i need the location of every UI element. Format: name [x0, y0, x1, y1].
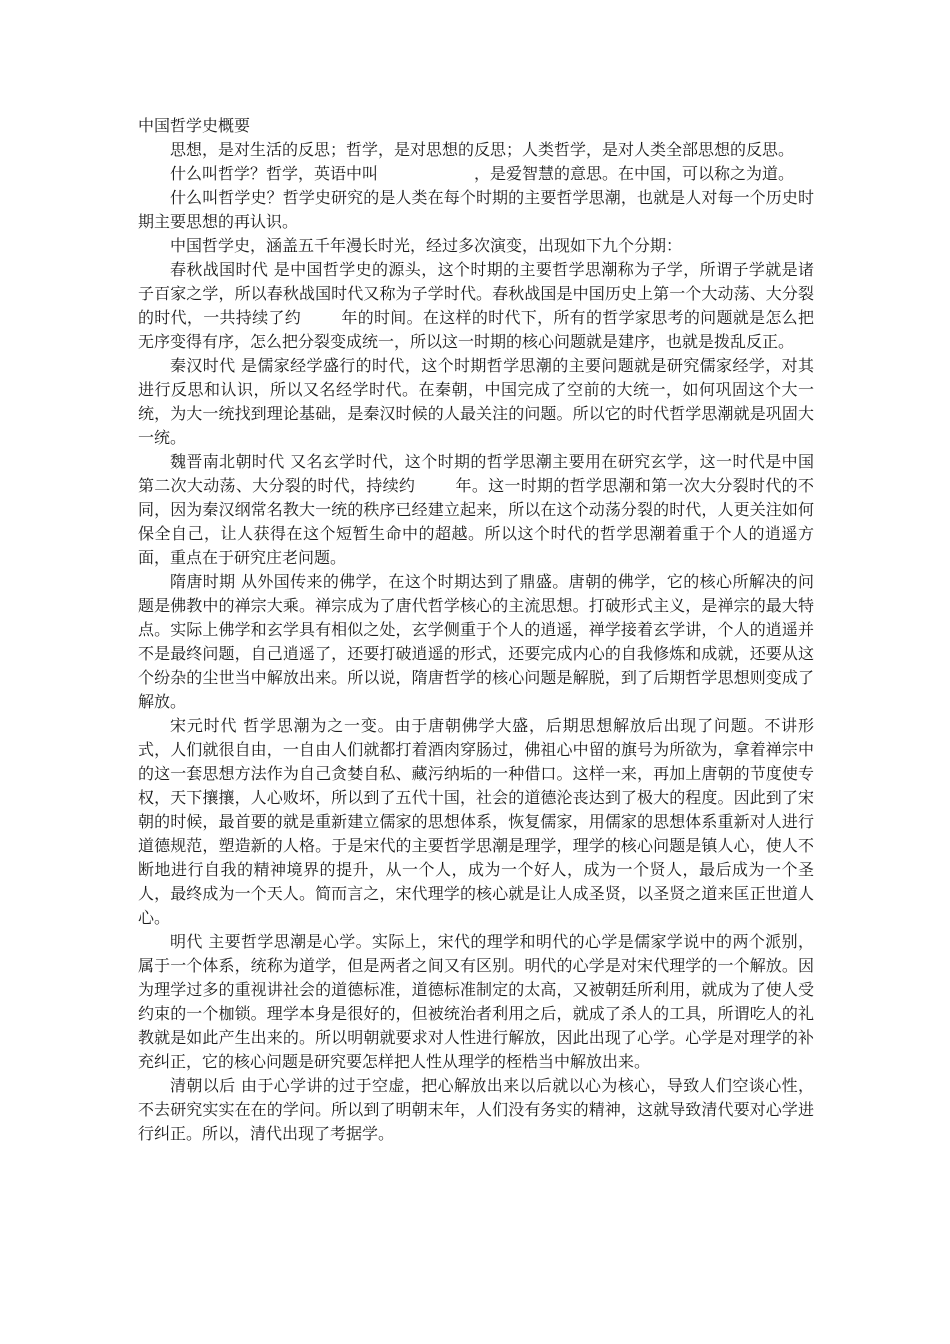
period-text-wei-jin-part-1: 又名玄学时代，这个时期的哲学思潮主要用在研究玄学，这一时代是中国第二次大动荡、大分裂的时代，持续约 — [138, 452, 814, 495]
period-paragraph-sui-tang — [138, 570, 814, 714]
intro-paragraph-2-part-1: 什么叫哲学？哲学，英语中叫 — [170, 164, 379, 183]
period-paragraph-song-yuan — [138, 714, 814, 930]
period-heading-qing: 清朝以后 — [170, 1076, 236, 1095]
period-paragraph-qin-han — [138, 354, 814, 450]
period-paragraph-qing — [138, 1074, 814, 1146]
intro-paragraph-2 — [138, 162, 814, 186]
period-heading-qin-han: 秦汉时代 — [170, 356, 236, 375]
period-text-spring-autumn-part-1: 是中国哲学史的源头，这个时期的主要哲学思潮称为子学，所谓子学就是诸子百家之学，所以春秋战国时代又称为子学时代。春秋战国是中国历史上第一个大动荡、大分裂的时代，一共持续了约 — [138, 260, 814, 327]
period-heading-wei-jin: 魏晋南北朝时代 — [170, 452, 285, 471]
document-page — [138, 114, 814, 1146]
period-paragraph-wei-jin — [138, 450, 814, 570]
period-paragraph-ming — [138, 930, 814, 1074]
period-text-spring-autumn-part-2: 年的时间。在这样的时代下，所有的哲学家思考的问题就是怎么把无序变得有序，怎么把分裂变成统一，所以这一时期的核心问题就是建序，也就是拨乱反正。 — [138, 308, 814, 351]
period-text-wei-jin-part-2: 年。这一时期的哲学思潮和第一次大分裂时代的不同，因为秦汉纲常名教大一统的秩序已经建立起来，所以在这个动荡分裂的时代，人更关注如何保全自己，让人获得在这个短暂生命中的超越。所以这个时代的哲学思潮着重于个人的逍遥方面，重点在于研究庄老问题。 — [138, 476, 814, 567]
period-text-ming: 主要哲学思潮是心学。实际上，宋代的理学和明代的心学是儒家学说中的两个派别，属于一个体系，统称为道学，但是两者之间又有区别。明代的心学是对宋代理学的一个解放。因为理学过多的重视讲社会的道德标准，道德标准制定的太高，又被朝廷所利用，就成为了使人受约束的一个枷锁。理学本身是很好的，但被统治者利用之后，就成了杀人的工具，所谓吃人的礼教就是如此产生出来的。所以明朝就要求对人性进行解放，因此出现了心学。心学是对理学的补充纠正，它的核心问题是研究要怎样把人性从理学的桎梏当中解放出来。 — [138, 932, 814, 1071]
period-heading-sui-tang: 隋唐时期 — [170, 572, 236, 591]
intro-paragraph-4: 中国哲学史，涵盖五千年漫长时光，经过多次演变，出现如下九个分期： — [170, 236, 683, 255]
period-heading-song-yuan: 宋元时代 — [170, 716, 238, 735]
intro-paragraph-1: 思想，是对生活的反思；哲学，是对思想的反思；人类哲学，是对人类全部思想的反思。 — [170, 140, 795, 159]
period-text-sui-tang: 从外国传来的佛学，在这个时期达到了鼎盛。唐朝的佛学，它的核心所解决的问题是佛教中的禅宗大乘。禅宗成为了唐代哲学核心的主流思想。打破形式主义，是禅宗的最大特点。实际上佛学和玄学具有相似之处，玄学侧重于个人的逍遥，禅学接着玄学讲，个人的逍遥并不是最终问题，自己逍遥了，还要打破逍遥的形式，还要完成内心的自我修炼和成就，还要从这个纷杂的尘世当中解放出来。所以说，隋唐哲学的核心问题是解脱，到了后期哲学思想则变成了解放。 — [138, 572, 814, 711]
intro-paragraph-2-part-2: ，是爱智慧的意思。在中国，可以称之为道。 — [474, 164, 795, 183]
period-heading-ming: 明代 — [170, 932, 203, 951]
period-text-song-yuan: 哲学思潮为之一变。由于唐朝佛学大盛，后期思想解放后出现了问题。不讲形式，人们就很自由，一自由人们就都打着酒肉穿肠过，佛祖心中留的旗号为所欲为，拿着禅宗中的这一套思想方法作为自己贪婪自私、藏污纳垢的一种借口。这样一来，再加上唐朝的节度使专权，天下攘攘，人心败坏，所以到了五代十国，社会的道德沦丧达到了极大的程度。因此到了宋朝的时候，最首要的就是重新建立儒家的思想体系，恢复儒家，用儒家的思想体系重新对人进行道德规范，塑造新的人格。于是宋代的主要哲学思潮是理学，理学的核心问题是镇人心，使人不断地进行自我的精神境界的提升，从一个人，成为一个好人，成为一个贤人，最后成为一个圣人，最终成为一个天人。简而言之，宋代理学的核心就是让人成圣贤，以圣贤之道来匡正世道人心。 — [138, 716, 814, 927]
period-paragraph-spring-autumn — [138, 258, 814, 354]
period-text-qing: 由于心学讲的过于空虚，把心解放出来以后就以心为核心，导致人们空谈心性，不去研究实实在在的学问。所以到了明朝末年，人们没有务实的精神，这就导致清代要对心学进行纠正。所以，清代出现了考据学。 — [138, 1076, 814, 1143]
period-text-qin-han: 是儒家经学盛行的时代，这个时期哲学思潮的主要问题就是研究儒家经学，对其进行反思和认识，所以又名经学时代。在秦朝，中国完成了空前的大统一，如何巩固这个大一统，为大一统找到理论基础，是秦汉时候的人最关注的问题。所以它的时代哲学思潮就是巩固大一统。 — [138, 356, 814, 447]
document-title: 中国哲学史概要 — [138, 116, 251, 135]
intro-paragraph-3: 什么叫哲学史？哲学史研究的是人类在每个时期的主要哲学思潮，也就是人对每一个历史时期主要思想的再认识。 — [138, 188, 814, 231]
period-heading-spring-autumn: 春秋战国时代 — [170, 260, 269, 279]
